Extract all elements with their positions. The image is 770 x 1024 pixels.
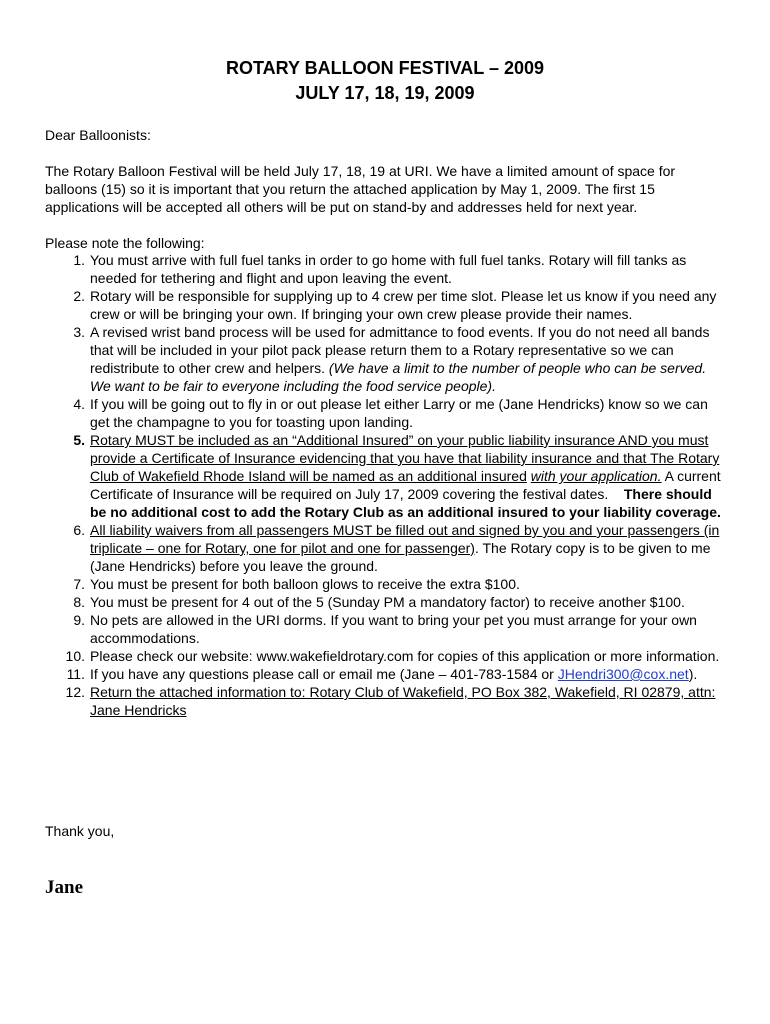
item-text: Rotary will be responsible for supplying up to 4 crew per time slot. Please let us know if you need any crew or will be bringing your own. If bringing your own crew please provide their names. — [90, 288, 717, 322]
festival-title: ROTARY BALLOON FESTIVAL – 2009 — [225, 58, 545, 78]
festival-dates: JULY 17, 18, 19, 2009 — [295, 83, 475, 103]
list-item — [45, 323, 725, 395]
list-item — [45, 593, 725, 611]
insurance-with-application: with your application. — [530, 468, 662, 484]
item-number: 2. — [73, 288, 85, 304]
item-italic-note: (We have a limit to the number of people who can be served. We want to be fair to everyone including the food service people). — [90, 360, 707, 394]
item-text: If you have any questions please call or email me (Jane – 401-783-1584 or — [90, 666, 554, 682]
list-item — [45, 521, 725, 575]
item-text: You must arrive with full fuel tanks in order to go home with full fuel tanks. Rotary will fill tanks as needed for tethering and flight and upon leaving the event. — [90, 252, 687, 286]
item-text: A current Certificate of Insurance will be required on July 17, 2009 covering the festival dates. — [90, 468, 721, 502]
signature: Jane — [45, 877, 83, 898]
list-item — [45, 251, 725, 287]
item-number: 8. — [73, 594, 85, 610]
item-text: . The Rotary copy is to be given to me (Jane Hendricks) before you leave the ground. — [90, 540, 711, 574]
list-item — [45, 287, 725, 323]
closing: Thank you, — [45, 823, 115, 839]
item-number: 6. — [73, 522, 85, 538]
item-text: You must be present for both balloon glows to receive the extra $100. — [90, 576, 520, 592]
item-text: You must be present for 4 out of the 5 (Sunday PM a mandatory factor) to receive another $100. — [90, 594, 685, 610]
intro-paragraph: The Rotary Balloon Festival will be held July 17, 18, 19 at URI. We have a limited amount of space for balloons (15) so it is important that you return the attached application by May 1, 2009. The first 15 applications will be accepted all others will be put on stand-by and addresses held for next year. — [45, 163, 676, 215]
waiver-requirement: All liability waivers from all passengers MUST be filled out and signed by you and your passengers (in triplicate – one for Rotary, one for pilot and one for passenger) — [90, 522, 720, 556]
item-number: 12. — [65, 684, 85, 700]
item-number: 4. — [73, 396, 85, 412]
item-number: 10. — [65, 648, 85, 664]
item-number: 3. — [73, 324, 85, 340]
list-item — [45, 647, 725, 665]
item-number: 7. — [73, 576, 85, 592]
list-item — [45, 665, 725, 683]
item-number: 9. — [73, 612, 85, 628]
item-number: 5. — [73, 432, 85, 448]
note-heading: Please note the following: — [45, 235, 205, 251]
item-number: 11. — [66, 666, 85, 682]
list-item — [45, 431, 725, 521]
list-item — [45, 575, 725, 593]
item-text-tail: ). — [688, 666, 698, 682]
item-text: Please check our website: www.wakefieldrotary.com for copies of this application or more information. — [90, 648, 720, 664]
item-text: If you will be going out to fly in or out please let either Larry or me (Jane Hendricks) know so we can get the champagne to you for toasting upon landing. — [90, 396, 708, 430]
return-address: Return the attached information to: Rotary Club of Wakefield, PO Box 382, Wakefield, RI 02879, attn: Jane Hendricks — [90, 684, 716, 718]
item-text: No pets are allowed in the URI dorms. If you want to bring your pet you must arrange for your own accommodations. — [90, 612, 697, 646]
item-text: A revised wrist band process will be used for admittance to food events. If you do not need all bands that will be included in your pilot pack please return them to a Rotary representative so we can redistribute to other crew and helpers. — [90, 324, 710, 376]
list-item — [45, 611, 725, 647]
insurance-cost-note: There should be no additional cost to add the Rotary Club as an additional insured to your liability coverage. — [90, 486, 721, 520]
insurance-requirement: Rotary MUST be included as an “Additional Insured” on your public liability insurance AND you must provide a Certificate of Insurance evidencing that you have that liability insurance and that The Rotary Club of Wakefield Rhode Island will be named as an additional insured — [90, 432, 720, 484]
greeting: Dear Balloonists: — [45, 127, 151, 143]
list-item — [45, 395, 725, 431]
list-item — [45, 683, 725, 719]
item-number: 1. — [73, 252, 85, 268]
email-link[interactable]: JHendri300@cox.net — [557, 666, 689, 682]
requirements-list — [45, 251, 725, 719]
